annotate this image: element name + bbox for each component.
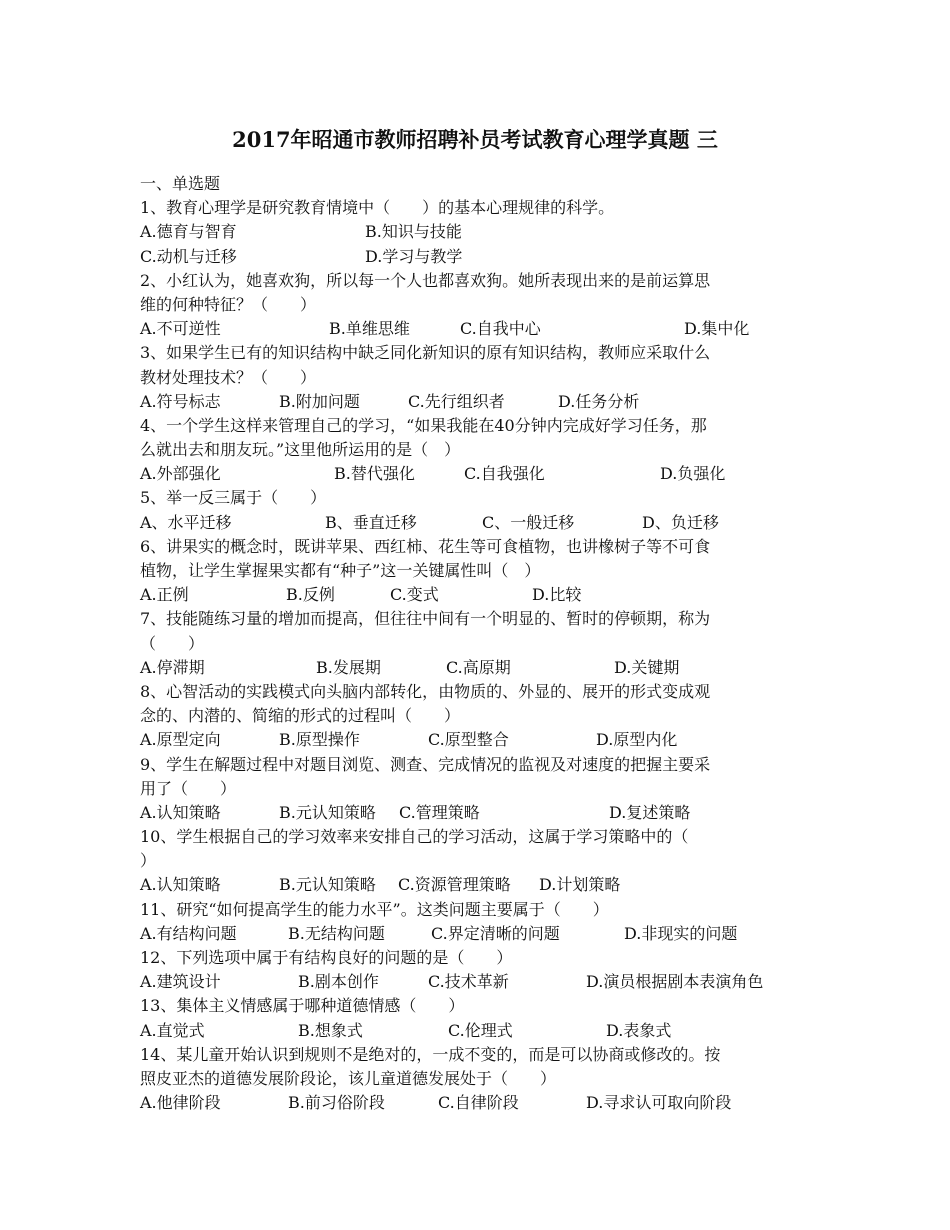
option-row bbox=[140, 801, 820, 825]
answer-option: C.技术革新 bbox=[428, 972, 509, 992]
answer-option: B.原型操作 bbox=[279, 730, 360, 750]
answer-option: B.附加问题 bbox=[279, 391, 360, 411]
answer-option: D.关键期 bbox=[614, 657, 680, 677]
option-row bbox=[140, 922, 820, 946]
question-stem: 教材处理技术？（ ） bbox=[140, 367, 317, 387]
answer-option: C.资源管理策略 bbox=[398, 875, 511, 895]
answer-option: B.知识与技能 bbox=[365, 222, 462, 242]
question-stem: ） bbox=[140, 851, 157, 871]
answer-option: B、垂直迁移 bbox=[325, 512, 417, 532]
answer-option: D.表象式 bbox=[606, 1020, 672, 1040]
answer-option: A.他律阶段 bbox=[140, 1093, 221, 1113]
answer-option: A.正例 bbox=[140, 585, 189, 605]
answer-option: B.发展期 bbox=[316, 657, 381, 677]
question-stem: 9、学生在解题过程中对题目浏览、测查、完成情况的监视及对速度的把握主要采 bbox=[140, 754, 711, 774]
question-stem: 8、心智活动的实践模式向头脑内部转化，由物质的、外显的、展开的形式变成观 bbox=[140, 681, 711, 701]
answer-option: C.伦理式 bbox=[448, 1020, 513, 1040]
section-heading: 一、单选题 bbox=[140, 174, 221, 193]
answer-option: B.无结构问题 bbox=[288, 923, 385, 943]
question-stem: 2、小红认为，她喜欢狗，所以每一个人也都喜欢狗。她所表现出来的是前运算思 bbox=[140, 270, 711, 290]
question-stem: 5、举一反三属于（ ） bbox=[140, 488, 327, 508]
answer-option: D.计划策略 bbox=[539, 875, 621, 895]
answer-option: A、水平迁移 bbox=[140, 512, 232, 532]
answer-option: D.负强化 bbox=[660, 464, 726, 484]
answer-option: A.认知策略 bbox=[140, 875, 221, 895]
option-row bbox=[140, 245, 820, 269]
option-row bbox=[140, 390, 820, 414]
option-row bbox=[140, 873, 820, 897]
option-row bbox=[140, 1019, 820, 1043]
option-row bbox=[140, 970, 820, 994]
option-row bbox=[140, 317, 820, 341]
question-list bbox=[140, 172, 820, 1115]
answer-option: C.高原期 bbox=[446, 657, 511, 677]
question-stem: 14、某儿童开始认识到规则不是绝对的，一成不变的，而是可以协商或修改的。按 bbox=[140, 1044, 721, 1064]
document-title: 2017年昭通市教师招聘补员考试教育心理学真题 三 bbox=[232, 127, 718, 152]
answer-option: A.德育与智育 bbox=[140, 222, 237, 242]
answer-option: B.剧本创作 bbox=[298, 972, 379, 992]
question-stem: 么就出去和朋友玩。”这里他所运用的是（ ） bbox=[140, 440, 461, 460]
question-stem: 4、一个学生这样来管理自己的学习，“如果我能在40分钟内完成好学习任务，那 bbox=[140, 415, 707, 435]
question-stem: 3、如果学生已有的知识结构中缺乏同化新知识的原有知识结构，教师应采取什么 bbox=[140, 343, 711, 363]
question-stem: 念的、内潜的、简缩的形式的过程叫（ ） bbox=[140, 706, 461, 726]
answer-option: B.元认知策略 bbox=[279, 802, 376, 822]
answer-option: C.动机与迁移 bbox=[140, 246, 237, 266]
option-row bbox=[140, 511, 820, 535]
option-row bbox=[140, 728, 820, 752]
option-row bbox=[140, 220, 820, 244]
answer-option: D.原型内化 bbox=[596, 730, 678, 750]
answer-option: A.外部强化 bbox=[140, 464, 221, 484]
answer-option: B.前习俗阶段 bbox=[288, 1093, 385, 1113]
answer-option: D.非现实的问题 bbox=[624, 923, 738, 943]
answer-option: D.复述策略 bbox=[609, 802, 691, 822]
answer-option: C.自律阶段 bbox=[438, 1093, 519, 1113]
answer-option: B.想象式 bbox=[298, 1020, 363, 1040]
question-stem: （ ） bbox=[140, 633, 205, 653]
answer-option: C.管理策略 bbox=[399, 802, 480, 822]
answer-option: B.替代强化 bbox=[334, 464, 415, 484]
answer-option: A.认知策略 bbox=[140, 802, 221, 822]
answer-option: D.学习与教学 bbox=[365, 246, 463, 266]
answer-option: D、负迁移 bbox=[642, 512, 719, 532]
answer-option: B.元认知策略 bbox=[279, 875, 376, 895]
question-stem: 13、集体主义情感属于哪种道德情感（ ） bbox=[140, 996, 465, 1016]
answer-option: C.自我强化 bbox=[464, 464, 545, 484]
question-stem: 11、研究“如何提高学生的能力水平”。这类问题主要属于（ ） bbox=[140, 899, 609, 919]
answer-option: B.单维思维 bbox=[329, 319, 410, 339]
answer-option: C.原型整合 bbox=[428, 730, 509, 750]
answer-option: C.变式 bbox=[390, 585, 439, 605]
option-row bbox=[140, 462, 820, 486]
answer-option: A.原型定向 bbox=[140, 730, 221, 750]
question-stem: 1、教育心理学是研究教育情境中（ ）的基本心理规律的科学。 bbox=[140, 198, 615, 218]
answer-option: C.先行组织者 bbox=[408, 391, 505, 411]
answer-option: D.任务分析 bbox=[558, 391, 640, 411]
answer-option: A.停滞期 bbox=[140, 657, 205, 677]
question-stem: 10、学生根据自己的学习效率来安排自己的学习活动，这属于学习策略中的（ bbox=[140, 827, 689, 847]
answer-option: D.寻求认可取向阶段 bbox=[586, 1093, 732, 1113]
question-stem: 维的何种特征？（ ） bbox=[140, 294, 317, 314]
question-stem: 6、讲果实的概念时，既讲苹果、西红柿、花生等可食植物，也讲橡树子等不可食 bbox=[140, 536, 711, 556]
option-row bbox=[140, 1091, 820, 1115]
question-stem: 照皮亚杰的道德发展阶段论，该儿童道德发展处于（ ） bbox=[140, 1068, 557, 1088]
answer-option: C.界定清晰的问题 bbox=[431, 923, 560, 943]
question-stem: 12、下列选项中属于有结构良好的问题的是（ ） bbox=[140, 948, 513, 967]
answer-option: D.比较 bbox=[532, 585, 582, 605]
option-row bbox=[140, 583, 820, 607]
answer-option: C、一般迁移 bbox=[482, 512, 575, 532]
answer-option: A.符号标志 bbox=[140, 391, 221, 411]
answer-option: A.建筑设计 bbox=[140, 972, 221, 992]
answer-option: D.演员根据剧本表演角色 bbox=[586, 972, 764, 992]
option-row bbox=[140, 656, 820, 680]
answer-option: C.自我中心 bbox=[460, 319, 541, 339]
answer-option: A.直觉式 bbox=[140, 1020, 205, 1040]
question-stem: 用了（ ） bbox=[140, 778, 237, 798]
answer-option: A.有结构问题 bbox=[140, 923, 237, 943]
question-stem: 7、技能随练习量的增加而提高，但往往中间有一个明显的、暂时的停顿期，称为 bbox=[140, 609, 711, 629]
answer-option: B.反例 bbox=[286, 585, 335, 605]
question-stem: 植物，让学生掌握果实都有“种子”这一关键属性叫（ ） bbox=[140, 561, 541, 580]
answer-option: D.集中化 bbox=[684, 319, 750, 339]
answer-option: A.不可逆性 bbox=[140, 319, 221, 339]
